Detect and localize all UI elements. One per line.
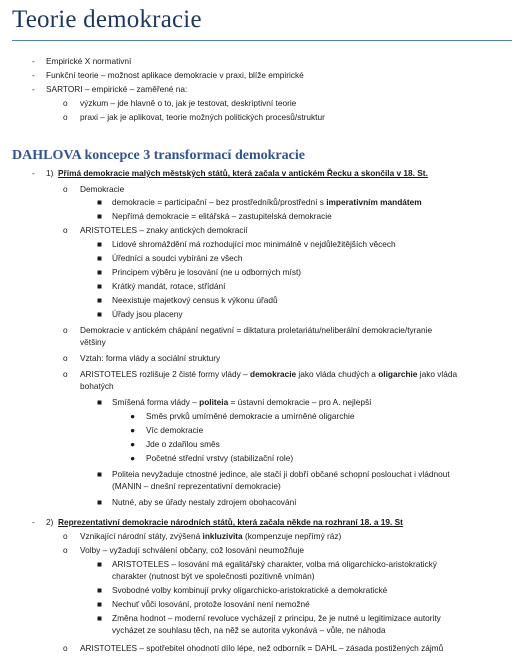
dash-bullet: -	[32, 70, 35, 80]
intro-line: SARTORI – empirické – zaměřené na:	[46, 84, 188, 94]
item-neprima: Nepřímá demokracie = elitářská – zastupitelská demokracie	[112, 211, 332, 221]
smisena-item: Víc demokracie	[146, 425, 204, 435]
item-aristoteles-formy: ARISTOTELES rozlišuje 2 čisté formy vlády – demokracie jako vláda chudých a oligarchie jako vláda	[80, 369, 458, 379]
circle-bullet: o	[63, 353, 68, 363]
intro-line: Empirické X normativní	[46, 56, 132, 66]
item-politeia-cont: (MANIN – dnešní reprezentativní demokracie)	[112, 481, 281, 491]
square-bullet: ■	[97, 469, 103, 479]
square-bullet: ■	[97, 585, 103, 595]
intro-line: Funkční teorie – možnost aplikace demokracie v praxi, blíže empirické	[46, 70, 304, 80]
smisena-item: Početné střední vrstvy (stabilizační role)	[146, 453, 294, 463]
znak-item: Neexistuje majetkový census k výkonu úřadů	[112, 295, 278, 305]
square-bullet: ■	[97, 197, 103, 207]
volby-item: Změna hodnot – moderní revoluce vycházejí z principu, že je nutné u legitimizace autority	[112, 613, 441, 623]
sartori-item: výzkum – jde hlavně o to, jak je testovat, deskriptivní teorie	[80, 98, 297, 108]
square-bullet: ■	[97, 239, 103, 249]
title-underline	[12, 40, 512, 41]
volby-item: Nechuť vůči losování, protože losování není nemožné	[112, 599, 310, 609]
item-demokracie: Demokracie	[80, 184, 125, 194]
znak-item: Úřady jsou placeny	[112, 309, 183, 319]
dash-bullet: -	[32, 517, 35, 527]
square-bullet: ■	[97, 309, 103, 319]
circle-bullet: o	[63, 112, 68, 122]
section-1-title: Přímá demokracie malých městských států, která začala v antickém Řecku a skončila v 18. St.	[58, 168, 428, 178]
circle-bullet: o	[63, 643, 68, 653]
znak-item: Lidové shromáždění má rozhodující moc minimálně v nejdůležitějších věcech	[112, 239, 396, 249]
item-vztah: Vztah: forma vlády a sociální struktury	[80, 353, 221, 363]
square-bullet: ■	[97, 497, 103, 507]
circle-bullet: o	[63, 325, 68, 335]
volby-item-cont: charakter (nutnost být ve společnosti pozitivně vnímán)	[112, 571, 315, 581]
square-bullet: ■	[97, 613, 103, 623]
circle-bullet: o	[63, 98, 68, 108]
sartori-item: praxi – jak je aplikovat, teorie možných politických procesů/struktur	[80, 112, 325, 122]
item-negativni-cont: většiny	[80, 337, 106, 347]
section-heading: DAHLOVA koncepce 3 transformací demokracie	[12, 148, 305, 163]
dash-bullet: -	[32, 56, 35, 66]
square-bullet: ■	[97, 295, 103, 305]
circle-bullet: o	[63, 184, 68, 194]
smisena-item: Jde o zdařilou směs	[146, 439, 220, 449]
square-bullet: ■	[97, 267, 103, 277]
volby-item: ARISTOTELES – losování má egalitářský charakter, volba má oligarchicko-aristokratický	[112, 559, 437, 569]
section-2-title: Reprezentativní demokracie národních států, která začala někde na rozhraní 18. a 19. St	[58, 517, 403, 527]
circle-bullet: o	[63, 225, 68, 235]
item-politeia: Politeia nevyžaduje ctnostné jedince, ale stačí ji dobří občané schopní poslouchat i vládnout	[112, 469, 450, 479]
page-title: Teorie demokracie	[12, 6, 202, 33]
item-aristoteles-spotrebitel: ARISTOTELES – spotřebitel ohodnotí dílo lépe, než odborník = DAHL – zásada postižených zájmů	[80, 643, 444, 653]
square-bullet: ■	[97, 397, 103, 407]
smisena-item: Směs prvků umírněné demokracie a umírněné oligarchie	[146, 411, 355, 421]
item-participacni: demokracie = participační – bez prostředníků/prostřední s imperativním mandátem	[112, 197, 422, 207]
section-1-number: 1)	[46, 168, 54, 178]
item-negativni: Demokracie v antickém chápání negativní = diktatura proletariátu/neliberální demokracie/tyranie	[80, 325, 433, 335]
volby-item: Svobodné volby kombinují prvky oligarchicko-aristokratické a demokratické	[112, 585, 388, 595]
item-aristoteles-formy-cont: bohatých	[80, 381, 114, 391]
circle-bullet: o	[63, 531, 68, 541]
item-nutne: Nutné, aby se úřady nestaly zdrojem obohacování	[112, 497, 297, 507]
square-bullet: ■	[97, 599, 103, 609]
item-volby: Volby – vyžadují schválení občany, což losování neumožňuje	[80, 545, 304, 555]
dot-bullet: ●	[130, 411, 136, 421]
dot-bullet: ●	[130, 425, 136, 435]
volby-item-cont: vycházet ze souhlasu těch, na něž se autorita vykonává – vůle, ne náhoda	[112, 625, 386, 635]
znak-item: Krátký mandát, rotace, střídání	[112, 281, 226, 291]
znak-item: Úředníci a soudci vybíráni ze všech	[112, 253, 243, 263]
dash-bullet: -	[32, 84, 35, 94]
square-bullet: ■	[97, 559, 103, 569]
circle-bullet: o	[63, 369, 68, 379]
section-2-number: 2)	[46, 517, 54, 527]
dot-bullet: ●	[130, 453, 136, 463]
znak-item: Principem výběru je losování (ne u odborných míst)	[112, 267, 302, 277]
dash-bullet: -	[32, 168, 35, 178]
circle-bullet: o	[63, 545, 68, 555]
item-vznikajici: Vznikající národní státy, zvýšená inkluzivita (kompenzuje nepřímý ráz)	[80, 531, 342, 541]
square-bullet: ■	[97, 211, 103, 221]
item-aristoteles-znaky: ARISTOTELES – znaky antických demokracií	[80, 225, 248, 235]
square-bullet: ■	[97, 281, 103, 291]
item-smisena: Smíšená forma vlády – politeia = ústavní demokracie – pro A. nejlepší	[112, 397, 372, 407]
square-bullet: ■	[97, 253, 103, 263]
dot-bullet: ●	[130, 439, 136, 449]
